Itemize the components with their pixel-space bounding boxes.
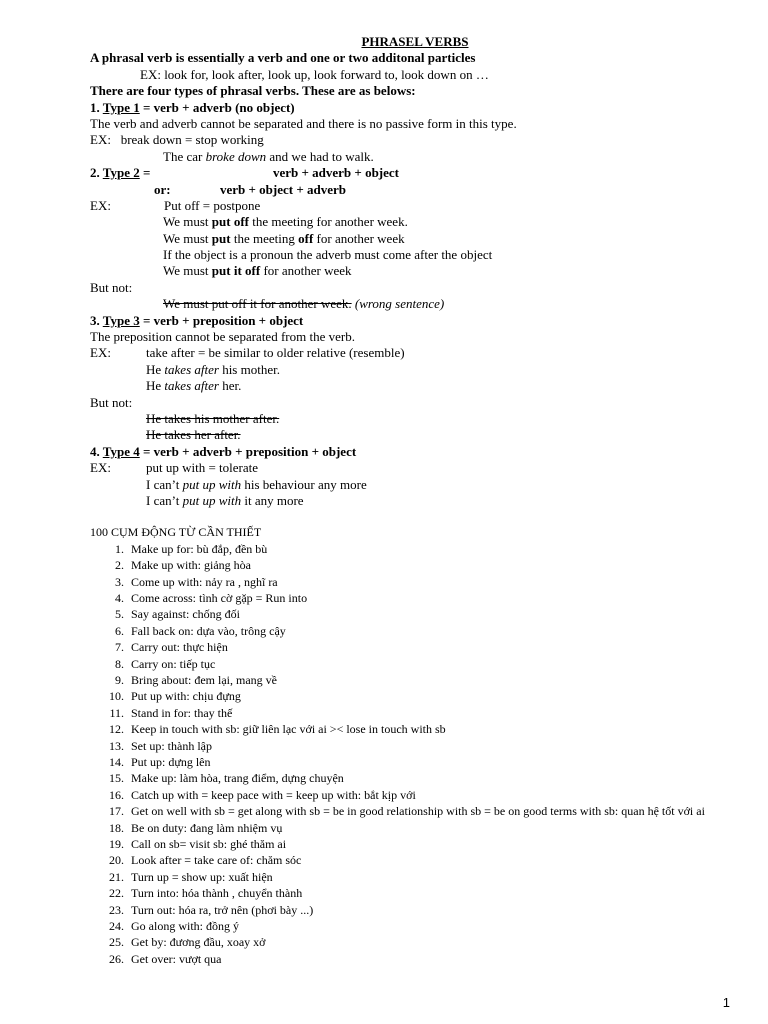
- type2-heading: 2. Type 2 = verb + adverb + object: [90, 165, 399, 181]
- list-item-text: Keep in touch with sb: giữ liên lạc với ai >< lose in touch with sb: [131, 722, 446, 737]
- types-intro: There are four types of phrasal verbs. These are as belows:: [90, 83, 416, 99]
- type1-heading: 1. Type 1 = verb + adverb (no object): [90, 99, 295, 115]
- intro-line: A phrasal verb is essentially a verb and one or two additonal particles: [90, 50, 476, 66]
- list-item: [90, 738, 740, 754]
- type4-heading: 4. Type 4 = verb + adverb + preposition + object: [90, 443, 357, 459]
- list-item-text: Be on duty: đang làm nhiệm vụ: [131, 820, 283, 835]
- list-item-text: Say against: chống đối: [131, 607, 240, 622]
- list-item: [90, 721, 740, 737]
- list-item-text: Come across: tình cờ gặp = Run into: [131, 590, 308, 605]
- list-item: [90, 672, 740, 688]
- list-item-number: 2.: [115, 558, 124, 573]
- list-item-number: 19.: [109, 837, 124, 852]
- list-item-number: 20.: [109, 853, 124, 868]
- type2-alt-formula: or: verb + object + adverb: [154, 181, 347, 197]
- list-title: 100 CỤM ĐỘNG TỪ CẦN THIẾT: [90, 525, 262, 540]
- list-item: [90, 918, 740, 934]
- list-item: [90, 787, 740, 803]
- type2-sentence-2: We must put the meeting off for another week: [163, 230, 405, 246]
- list-item-text: Fall back on: dựa vào, trông cậy: [131, 623, 286, 638]
- list-item: [90, 852, 740, 868]
- list-item-text: Get by: đương đầu, xoay xở: [131, 935, 266, 950]
- type3-sentence-1: He takes after his mother.: [146, 361, 280, 377]
- list-item-text: Stand in for: thay thế: [131, 705, 233, 720]
- list-item-number: 11.: [109, 705, 124, 720]
- type2-example: EX: Put off = postpone: [90, 197, 261, 213]
- list-item-text: Get on well with sb = get along with sb = be in good relationship with sb = be on good terms with sb: quan hệ tốt với ai: [131, 804, 705, 819]
- list-item: [90, 639, 740, 655]
- list-item-text: Turn into: hóa thành , chuyển thành: [131, 886, 303, 901]
- type3-wrong-1: He takes his mother after.: [146, 410, 280, 426]
- type3-heading: 3. Type 3 = verb + preposition + object: [90, 312, 304, 328]
- list-item: [90, 885, 740, 901]
- list-item-number: 10.: [109, 689, 124, 704]
- list-item-number: 13.: [109, 738, 124, 753]
- list-item-text: Come up with: nảy ra , nghĩ ra: [131, 574, 278, 589]
- type3-wrong-2: He takes her after.: [146, 427, 241, 443]
- list-item: [90, 656, 740, 672]
- list-item: [90, 754, 740, 770]
- type2-note: If the object is a pronoun the adverb must come after the object: [163, 247, 493, 263]
- doc-title: PHRASEL VERBS: [361, 34, 469, 49]
- list-item-number: 25.: [109, 935, 124, 950]
- list-item-text: Put up with: chịu đựng: [131, 689, 241, 704]
- type3-but-not: But not:: [90, 394, 133, 410]
- list-item-number: 15.: [109, 771, 124, 786]
- list-item-number: 4.: [115, 590, 124, 605]
- type1-desc: The verb and adverb cannot be separated and there is no passive form in this type.: [90, 115, 517, 131]
- list-item-text: Make up for: bù đắp, đền bù: [131, 541, 268, 556]
- list-item: [90, 902, 740, 918]
- list-item: [90, 836, 740, 852]
- list-item-number: 23.: [109, 902, 124, 917]
- list-item: [90, 705, 740, 721]
- list-item: [90, 869, 740, 885]
- type2-but-not: But not:: [90, 279, 133, 295]
- type3-sentence-2: He takes after her.: [146, 378, 242, 394]
- type2-sentence-1: We must put off the meeting for another week.: [163, 214, 408, 230]
- list-item-number: 8.: [115, 656, 124, 671]
- list-item-number: 21.: [109, 869, 124, 884]
- list-item: [90, 623, 740, 639]
- type3-example: EX: take after = be similar to older relative (resemble): [90, 345, 405, 361]
- list-item-number: 9.: [115, 672, 124, 687]
- list-item: [90, 557, 740, 573]
- list-item-text: Set up: thành lập: [131, 738, 212, 753]
- list-item: [90, 574, 740, 590]
- type3-desc: The preposition cannot be separated from the verb.: [90, 329, 355, 345]
- intro-example: EX: look for, look after, look up, look forward to, look down on …: [140, 66, 489, 82]
- list-item-text: Make up: làm hòa, trang điểm, dựng chuyện: [131, 771, 344, 786]
- type1-example: EX: break down = stop working: [90, 132, 264, 148]
- type4-sentence-2: I can’t put up with it any more: [146, 492, 304, 508]
- type1-sentence: The car broke down and we had to walk.: [163, 148, 374, 164]
- list-item-text: Turn up = show up: xuất hiện: [131, 869, 273, 884]
- list-item-number: 5.: [115, 607, 124, 622]
- list-item-number: 12.: [109, 722, 124, 737]
- list-item-text: Make up with: giảng hòa: [131, 558, 251, 573]
- list-item-text: Look after = take care of: chăm sóc: [131, 853, 302, 868]
- list-item: [90, 803, 740, 819]
- list-item-number: 24.: [109, 919, 124, 934]
- type4-example: EX: put up with = tolerate: [90, 460, 259, 476]
- type2-wrong-sentence: We must put off it for another week. (wrong sentence): [163, 296, 445, 312]
- list-item: [90, 934, 740, 950]
- list-item-text: Carry on: tiếp tục: [131, 656, 216, 671]
- list-item-text: Call on sb= visit sb: ghé thăm ai: [131, 837, 287, 852]
- list-item: [90, 820, 740, 836]
- list-item-number: 14.: [109, 755, 124, 769]
- type2-sentence-3: We must put it off for another week: [163, 263, 352, 279]
- list-item: [90, 688, 740, 704]
- list-item-number: 1.: [115, 541, 124, 556]
- page-number: 1: [722, 995, 730, 1010]
- list-item-text: Get over: vượt qua: [131, 951, 222, 966]
- list-item: [90, 541, 740, 557]
- phrasal-verb-list: [90, 541, 740, 968]
- document-page: [90, 34, 740, 967]
- list-item-number: 26.: [109, 951, 124, 966]
- list-item-number: 17.: [109, 804, 124, 819]
- list-item-text: Go along with: đồng ý: [131, 919, 239, 934]
- list-item: [90, 590, 740, 606]
- type4-sentence-1: I can’t put up with his behaviour any more: [146, 476, 367, 492]
- list-item-number: 7.: [115, 640, 124, 655]
- list-item: [90, 606, 740, 622]
- list-item-text: Put up: dựng lên: [131, 755, 211, 769]
- list-item-text: Bring about: đem lại, mang về: [131, 672, 277, 687]
- list-item-number: 3.: [115, 574, 124, 589]
- list-item-number: 22.: [109, 886, 124, 901]
- list-item-text: Catch up with = keep pace with = keep up with: bắt kịp với: [131, 787, 416, 802]
- list-item-number: 6.: [115, 623, 124, 638]
- list-item: [90, 951, 740, 967]
- list-item: [90, 770, 740, 786]
- list-item-text: Carry out: thực hiện: [131, 640, 228, 655]
- list-item-number: 16.: [109, 787, 124, 802]
- list-item-number: 18.: [109, 820, 124, 835]
- list-item-text: Turn out: hóa ra, trở nên (phơi bày ...): [131, 902, 314, 917]
